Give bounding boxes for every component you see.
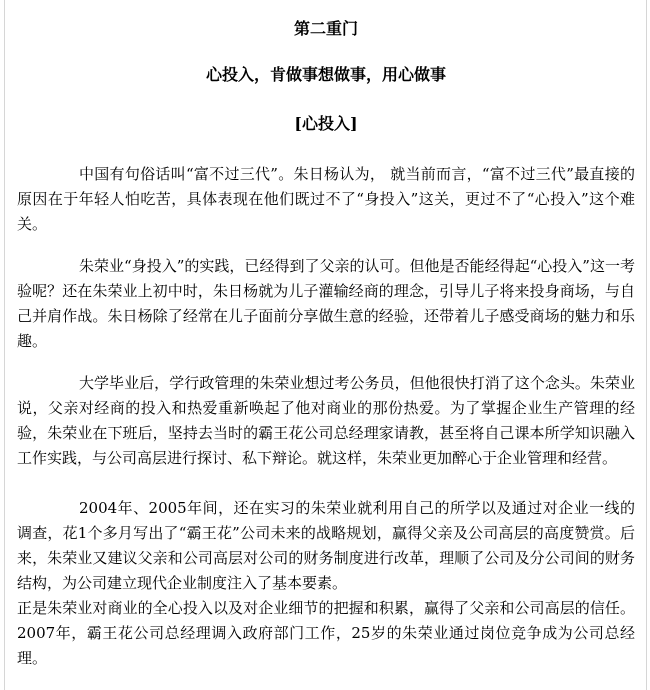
chapter-title: 第二重门 [293,19,358,38]
paragraph-5: 正是朱荣业对商业的全心投入以及对企业细节的把握和积累，赢得了父亲和公司高层的信任。2007年，霸王花公司总经理调入政府部门工作，25岁的朱荣业通过岗位竞争成为公司总经理。 [17,599,635,667]
paragraph-1: 中国有句俗话叫“富不过三代”。朱日杨认为， 就当前而言，“富不过三代”最直接的原因在于年轻人怕吃苦，具体表现在他们既过不了“身投入”这关，更过不了“心投入”这个难关。 [17,165,635,233]
paragraph-3: 大学毕业后，学行政管理的朱荣业想过考公务员，但他很快打消了这个念头。朱荣业说，父亲对经商的投入和热爱重新唤起了他对商业的那份热爱。为了掌握企业生产管理的经验，朱荣业在下班后，坚持去当时的霸王花公司总经理家请教，甚至将自己课本所学知识融入工作实践，与公司高层进行探讨、私下辩论。就这样，朱荣业更加醉心于企业管理和经营。 [17,374,635,467]
document-page [4,0,647,690]
paragraph-2: 朱荣业“身投入”的实践，已经得到了父亲的认可。但他是否能经得起“心投入”这一考验呢？还在朱荣业上初中时，朱日杨就为儿子灌输经商的理念，引导儿子将来投身商场，与自己并肩作战。朱日杨除了经常在儿子面前分享做生意的经验，还带着儿子感受商场的魅力和乐趣。 [17,257,635,350]
section-heading: [心投入] [294,114,358,133]
chapter-subtitle: 心投入，肯做事想做事，用心做事 [205,65,446,84]
paragraph-4: 2004年、2005年间，还在实习的朱荣业就利用自己的所学以及通过对企业一线的调查，花1个多月写出了“霸王花”公司未来的战略规划，赢得父亲及公司高层的高度赞赏。后来，朱荣业又建议父亲和公司高层对公司的财务制度进行改革，理顺了公司及分公司间的财务结构，为公司建立现代企业制度注入了基本要素。 [17,499,635,592]
